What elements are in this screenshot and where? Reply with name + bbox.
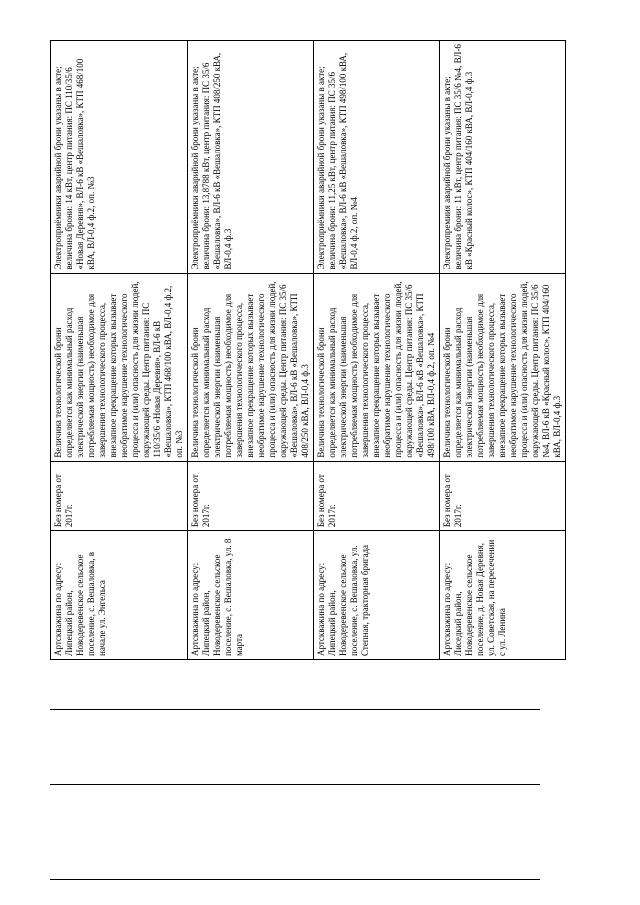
object-cell: Артскважина по адресу: Липецкий район, Новодеревенское сельское поселение, с. Вешаловка, в начале ул. Энгельса: [51, 531, 188, 660]
number-cell: Без номера от 2017г.: [188, 461, 314, 531]
reservation-table: [50, 40, 566, 660]
object-cell: Артскважина по адресу: Липецкий район, Новодеревенское сельское поселение, с. Вешаловка, ул. Степная, тракторная бригада: [314, 531, 440, 660]
table-row: [51, 41, 188, 660]
number-cell: Без номера от 2017г.: [51, 461, 188, 531]
emergency-reservation-cell: Электроприёмники аварийной брони указаны в акте; величина брони: 14 кВт, центр питания: ПС 110/35/6 «Новая Деревня», ВЛ-6 кВ «Вешаловка», КТП 468/100 кВА, ВЛ-0,4 ф.2, оп. №3: [51, 41, 188, 274]
object-cell: Артскважина по адресу: Лиседкий район, Новодеревенское сельское поселение, д. Новая Деревня, ул. Советская, на пересечении с ул. Ленина: [440, 531, 566, 660]
tech-reservation-cell: Величина технологической брони определяется как минимальный расход электрической энергии (наименьшая потребляемая мощность) необходимое для завершения технологического процесса, внезапное прекращение которых вызывает необратимое нарушение технологического процесса и (или) опасность для жизни людей, окружающей среды. Центр питания: ПС 35/6 «Вешаловка», ВЛ-6 кВ «Вешаловка», КТП 408/250 кВА, ВЛ-0,4 ф.3: [188, 273, 314, 461]
emergency-reservation-cell: Электропремиия аварийной брони указаны в акте; величина брони: 11 кВт, центр питания: ПС 35/6 №4, ВЛ-6 кВ «Красный колос», КТП 404/160 кВА, ВЛ-0,4 ф.3: [440, 41, 566, 274]
number-cell: Без номера от 2017г.: [440, 461, 566, 531]
tech-reservation-cell: Величина технологической брони определяется как минимальный расход электрической энергии (наименьшая потребляемая мощность) необходимое для завершения технологического процесса, внезапное прекращение которых вызывает необратимое нарушение технологического процесса и (или) опасность для жизни людей, окружающей среды. Центр питания: ПС 35/6 №4, ВЛ-6 кВ «Красный колос», КТП 404/160 кВА, ВЛ-0,4 ф.3: [440, 273, 566, 461]
table-row: [440, 41, 566, 660]
rotated-page-content: [50, 20, 590, 880]
tech-reservation-cell: Величина технологической брони определяется как минимальный расход электрической энергии (наименьшая потребляемая мощность) необходимое для завершения технологического процесса, внезапное прекращение которых вызывает необратимое нарушение технологического процесса и (или) опасность для жизни людей, окружающей среды. Центр питания: ПС 110/35/6 «Новая Деревня», ВЛ-6 кВ «Вешаловка», КТП 468/100 кВА, ВЛ-0,4 ф.2, оп. №3: [51, 273, 188, 461]
emergency-reservation-cell: Электроприёмники аварийной брони указаны в акте; величина брони: 11,25 кВт, центр питания: ПС 35/6 «Вешаловка», ВЛ-6 кВ «Вешаловка», КТП 498/100 кВА, ВЛ-0,4 ф.2, оп. №4: [314, 41, 440, 274]
table-row: [188, 41, 314, 660]
emergency-reservation-cell: Электроприёмники аварийной брони указаны в акте; величина брони: 13,8788 кВт, центр питания: ПС 35/6 «Вешаловка», ВЛ-6 кВ «Вешаловка», КТП 408/250 кВА, ВЛ-0,4 ф.3: [188, 41, 314, 274]
page-rule-2: [50, 784, 540, 785]
table-row: [314, 41, 440, 660]
tech-reservation-cell: Величина технологической брони определяется как минимальный расход электрической энергии (наименьшая потребляемая мощность) необходимое для завершения технологического процесса, внезапное прекращение которых вызывает необратимое нарушение технологического процесса и (или) опасность для жизни людей, окружающей среды. Центр питания: ПС 35/6 «Вешаловка», ВЛ-6 кВ «Вешаловка», КТП 498/100 кВА, ВЛ-0,4 ф.2, оп. №4: [314, 273, 440, 461]
page-rule-3: [50, 709, 540, 710]
page-rule-1: [50, 879, 540, 880]
number-cell: Без номера от 2017г.: [314, 461, 440, 531]
object-cell: Артскважина по адресу: Липецкий район, Новодеревенское сельское поселение, с. Вешаловка, ул. 8 марта: [188, 531, 314, 660]
